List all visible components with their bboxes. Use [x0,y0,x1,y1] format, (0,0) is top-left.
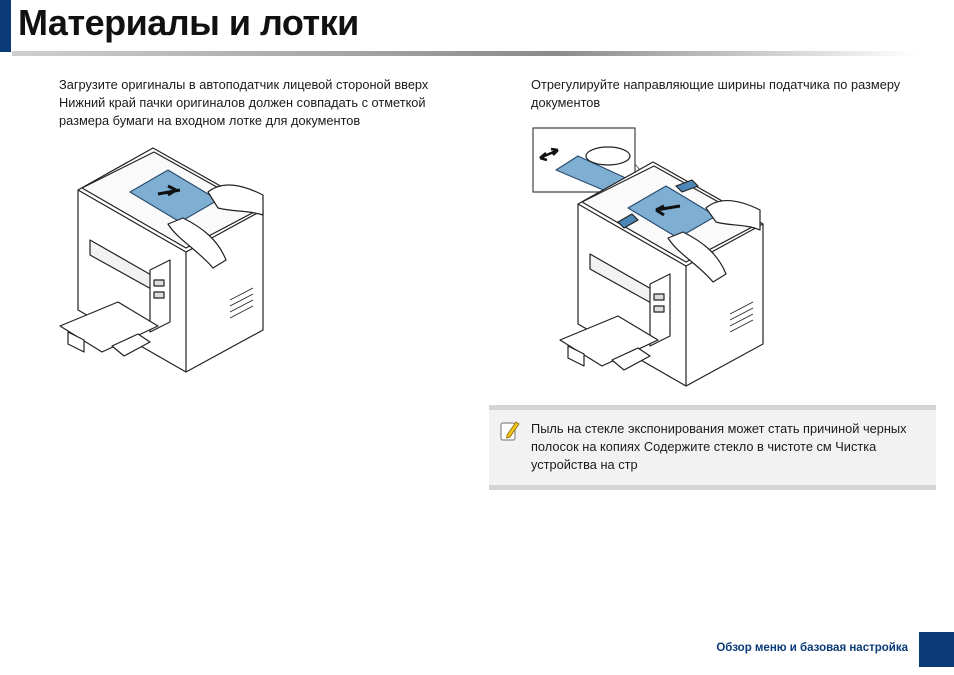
right-instruction [531,76,931,112]
page-number-tab [919,632,954,667]
header-accent-bar [0,0,11,52]
printer-adf-guide-adjust-icon [528,124,768,397]
right-instruction-line: документов [531,95,601,111]
printer-adf-load-icon [58,140,273,385]
left-instruction-line: размера бумаги на входном лотке для документов [59,113,361,129]
footer-section-link[interactable]: Обзор меню и базовая настройка [716,642,908,654]
left-instruction [59,76,459,131]
page-title: Материалы и лотки [18,2,359,43]
right-instruction-line: Отрегулируйте направляющие ширины податчика по размеру [531,77,901,92]
note-text [531,420,926,475]
note-box [489,405,936,490]
title-divider [12,51,918,56]
note-line: устройства на стр [531,457,638,473]
note-line: Пыль на стекле экспонирования может стать причиной черных [531,421,907,436]
left-instruction-line: Нижний край пачки оригиналов должен совпадать с отметкой [59,95,426,111]
note-pencil-icon [499,419,521,448]
note-line: полосок на копиях Содержите стекло в чистоте см Чистка [531,439,877,455]
left-instruction-line: Загрузите оригиналы в автоподатчик лицевой стороной вверх [59,77,429,92]
